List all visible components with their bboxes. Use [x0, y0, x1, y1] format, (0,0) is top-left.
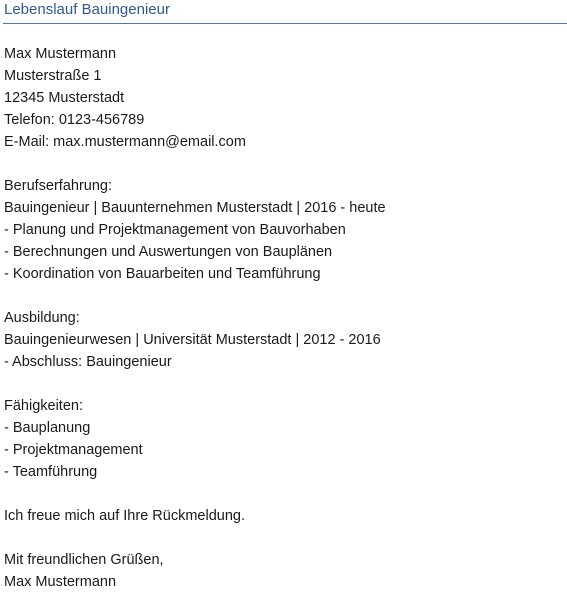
- blank-line: [4, 483, 564, 505]
- skills-heading: Fähigkeiten:: [4, 398, 83, 414]
- contact-name: Max Mustermann: [4, 46, 117, 62]
- blank-line: [4, 285, 564, 307]
- document-title: Lebenslauf Bauingenieur: [4, 1, 170, 18]
- closing-salutation: Mit freundlichen Grüßen,: [4, 552, 164, 568]
- blank-line: [4, 373, 564, 395]
- experience-heading: Berufserfahrung:: [4, 178, 113, 194]
- education-program: Bauingenieurwesen | Universität Musterstadt | 2012 - 2016: [4, 332, 381, 348]
- contact-street: Musterstraße 1: [4, 68, 102, 84]
- blank-line: [4, 527, 564, 549]
- document-body: [4, 43, 564, 593]
- skills-item: - Bauplanung: [4, 420, 91, 436]
- experience-position: Bauingenieur | Bauunternehmen Musterstadt | 2016 - heute: [4, 200, 386, 216]
- blank-line: [4, 153, 564, 175]
- contact-phone: Telefon: 0123-456789: [4, 112, 145, 128]
- contact-city: 12345 Musterstadt: [4, 90, 125, 106]
- skills-item: - Projektmanagement: [4, 442, 143, 458]
- experience-item: - Planung und Projektmanagement von Bauvorhaben: [4, 222, 346, 238]
- closing-statement: Ich freue mich auf Ihre Rückmeldung.: [4, 508, 245, 524]
- signature-name: Max Mustermann: [4, 574, 117, 590]
- skills-item: - Teamführung: [4, 464, 98, 480]
- title-underline: [3, 23, 567, 24]
- experience-item: - Koordination von Bauarbeiten und Teamführung: [4, 266, 321, 282]
- education-heading: Ausbildung:: [4, 310, 80, 326]
- experience-item: - Berechnungen und Auswertungen von Bauplänen: [4, 244, 333, 260]
- contact-email: E-Mail: max.mustermann@email.com: [4, 134, 246, 150]
- education-item: - Abschluss: Bauingenieur: [4, 354, 172, 370]
